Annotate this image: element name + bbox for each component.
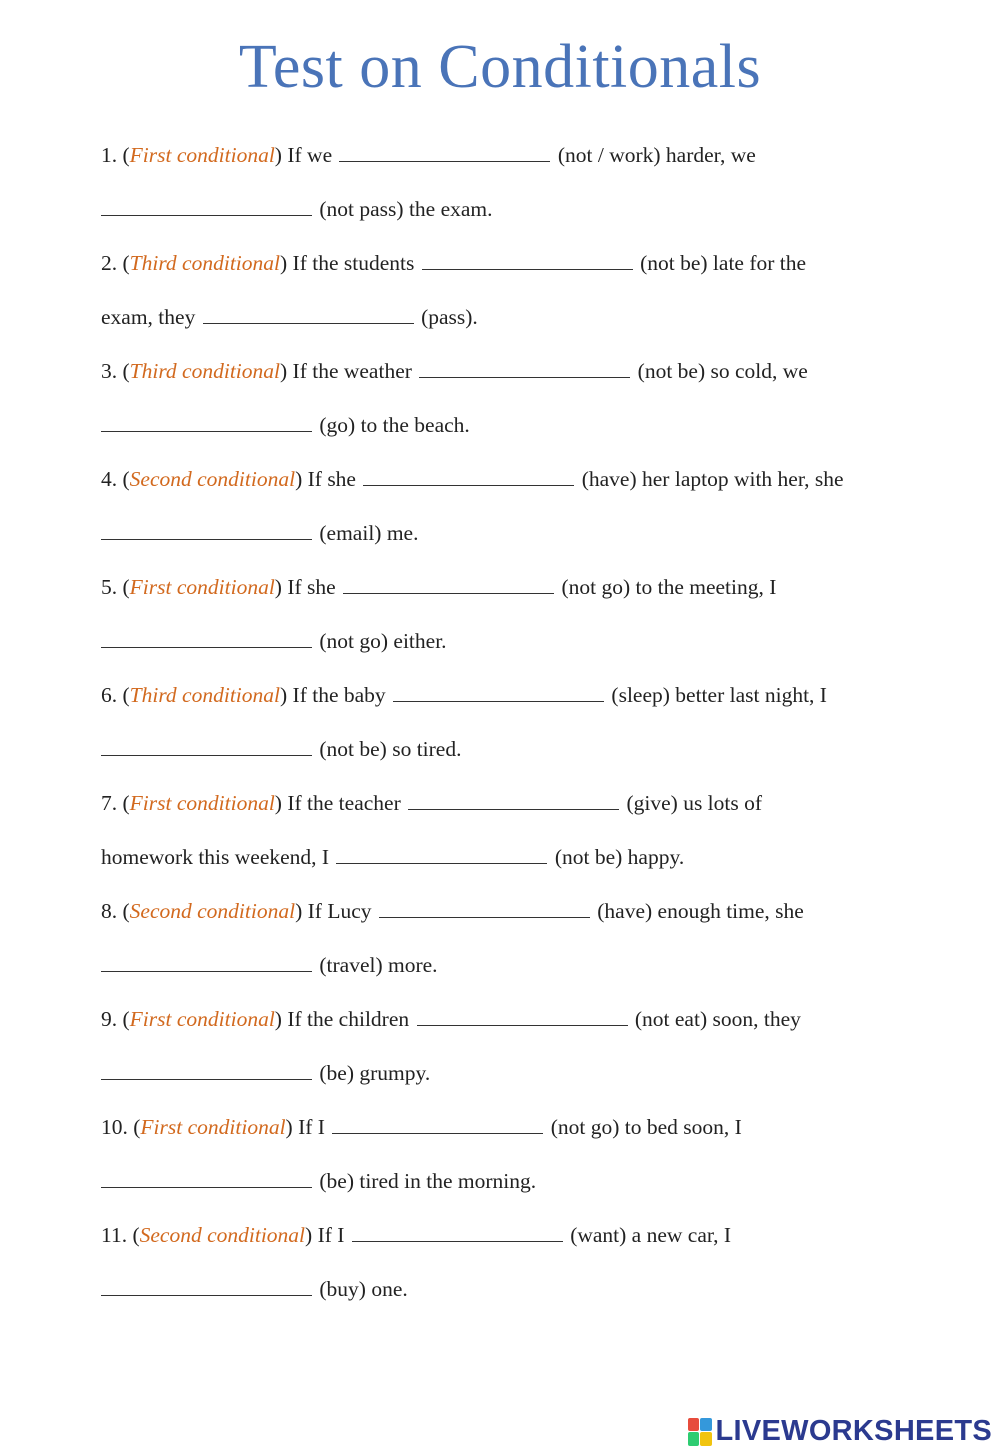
question-end-text: (travel) more. [319, 953, 438, 977]
answer-blank-1[interactable] [393, 685, 604, 702]
question-mid-text: (sleep) better last night, I [611, 683, 827, 707]
condition-type: Third conditional [129, 359, 280, 383]
answer-blank-1[interactable] [422, 253, 633, 270]
logo-square-2 [700, 1418, 712, 1432]
question-mid-text: (not be) late for the [640, 251, 807, 275]
question-lead-text: If the children [287, 1007, 410, 1031]
question-lead-text: If the teacher [287, 791, 401, 815]
answer-blank-1[interactable] [352, 1225, 563, 1242]
question-9-line-2 [101, 1046, 921, 1100]
answer-blank-1[interactable] [339, 145, 550, 162]
answer-blank-2[interactable] [336, 847, 547, 864]
condition-type: Third conditional [129, 251, 280, 275]
question-end-text: (go) to the beach. [319, 413, 470, 437]
answer-blank-2[interactable] [101, 955, 312, 972]
question-mid-text: (not go) to bed soon, I [550, 1115, 742, 1139]
question-5-line-1: 5. (First conditional) If she (not go) to the meeting, I [101, 575, 777, 599]
condition-type: First conditional [129, 575, 275, 599]
logo-square-4 [700, 1432, 712, 1446]
question-list [101, 128, 921, 1316]
condition-type: Second conditional [129, 467, 296, 491]
question-4-line-2 [101, 506, 921, 560]
question-lead-text: If I [317, 1223, 345, 1247]
answer-blank-1[interactable] [343, 577, 554, 594]
answer-blank-2[interactable] [101, 523, 312, 540]
question-lead-text: If the students [292, 251, 415, 275]
answer-blank-2[interactable] [101, 415, 312, 432]
question-2-line-2 [101, 290, 921, 344]
question-mid-text: (have) her laptop with her, she [581, 467, 844, 491]
question-3-line-1: 3. (Third conditional) If the weather (not be) so cold, we [101, 359, 808, 383]
question-number: 1. [101, 143, 118, 167]
title-container [0, 28, 1000, 106]
question-number: 2. [101, 251, 118, 275]
answer-blank-1[interactable] [417, 1009, 628, 1026]
question-2-line-1: 2. (Third conditional) If the students (not be) late for the [101, 251, 807, 275]
question-8-line-2 [101, 938, 921, 992]
question-1-line-1: 1. (First conditional) If we (not / work) harder, we [101, 143, 756, 167]
answer-blank-1[interactable] [408, 793, 619, 810]
answer-blank-2[interactable] [101, 1063, 312, 1080]
condition-type: First conditional [140, 1115, 286, 1139]
question-end-text: (not be) happy. [554, 845, 685, 869]
condition-type: First conditional [129, 1007, 275, 1031]
answer-blank-1[interactable] [379, 901, 590, 918]
condition-type: First conditional [129, 791, 275, 815]
answer-blank-1[interactable] [363, 469, 574, 486]
question-6-line-1: 6. (Third conditional) If the baby (sleep) better last night, I [101, 683, 827, 707]
question-end-text: (pass). [421, 305, 478, 329]
question-lead-text: If the baby [292, 683, 386, 707]
question-end-text: (not go) either. [319, 629, 447, 653]
question-number: 9. [101, 1007, 118, 1031]
question-mid-text: (give) us lots of [626, 791, 763, 815]
question-8-line-1: 8. (Second conditional) If Lucy (have) enough time, she [101, 899, 804, 923]
logo-square-1 [688, 1418, 700, 1432]
question-lead-text: If the weather [292, 359, 412, 383]
question-number: 4. [101, 467, 118, 491]
answer-blank-2[interactable] [101, 199, 312, 216]
question-10-line-2 [101, 1154, 921, 1208]
question-mid-text: (not be) so cold, we [637, 359, 808, 383]
question-11-line-2 [101, 1262, 921, 1316]
question-lead-text: If I [298, 1115, 325, 1139]
question-10-line-1: 10. (First conditional) If I (not go) to bed soon, I [101, 1115, 742, 1139]
question-lead-text: If we [287, 143, 333, 167]
question-mid-text: (not eat) soon, they [634, 1007, 801, 1031]
question-number: 11. [101, 1223, 128, 1247]
question-end-text: (be) grumpy. [319, 1061, 431, 1085]
question-9-line-1: 9. (First conditional) If the children (not eat) soon, they [101, 1007, 801, 1031]
answer-blank-1[interactable] [419, 361, 630, 378]
question-number: 3. [101, 359, 118, 383]
question-7-line-2 [101, 830, 921, 884]
liveworksheets-logo-icon [688, 1418, 712, 1446]
question-line2-lead-text: homework this weekend, I [101, 845, 330, 869]
question-7-line-1: 7. (First conditional) If the teacher (give) us lots of [101, 791, 763, 815]
condition-type: Second conditional [129, 899, 296, 923]
question-end-text: (not pass) the exam. [319, 197, 493, 221]
page-title: Test on Conditionals [238, 33, 762, 101]
question-5-line-2 [101, 614, 921, 668]
answer-blank-2[interactable] [101, 1279, 312, 1296]
question-number: 6. [101, 683, 118, 707]
question-number: 7. [101, 791, 118, 815]
question-lead-text: If she [287, 575, 336, 599]
question-lead-text: If Lucy [307, 899, 372, 923]
question-end-text: (email) me. [319, 521, 419, 545]
answer-blank-2[interactable] [203, 307, 414, 324]
question-number: 10. [101, 1115, 128, 1139]
question-mid-text: (not / work) harder, we [557, 143, 756, 167]
question-end-text: (be) tired in the morning. [319, 1169, 537, 1193]
answer-blank-2[interactable] [101, 739, 312, 756]
liveworksheets-brand [688, 1415, 993, 1448]
question-lead-text: If she [307, 467, 356, 491]
answer-blank-2[interactable] [101, 1171, 312, 1188]
question-1-line-2 [101, 182, 921, 236]
condition-type: First conditional [129, 143, 275, 167]
question-number: 5. [101, 575, 118, 599]
answer-blank-1[interactable] [332, 1117, 543, 1134]
question-number: 8. [101, 899, 118, 923]
question-end-text: (not be) so tired. [319, 737, 462, 761]
question-3-line-2 [101, 398, 921, 452]
question-mid-text: (want) a new car, I [570, 1223, 732, 1247]
logo-square-3 [688, 1432, 700, 1446]
brand-name: LIVEWORKSHEETS [715, 1415, 992, 1447]
question-4-line-1: 4. (Second conditional) If she (have) her laptop with her, she [101, 467, 844, 491]
question-6-line-2 [101, 722, 921, 776]
question-end-text: (buy) one. [319, 1277, 408, 1301]
condition-type: Second conditional [139, 1223, 306, 1247]
question-mid-text: (have) enough time, she [597, 899, 804, 923]
question-line2-lead-text: exam, they [101, 305, 196, 329]
question-11-line-1: 11. (Second conditional) If I (want) a new car, I [101, 1223, 732, 1247]
condition-type: Third conditional [129, 683, 280, 707]
answer-blank-2[interactable] [101, 631, 312, 648]
question-mid-text: (not go) to the meeting, I [561, 575, 777, 599]
